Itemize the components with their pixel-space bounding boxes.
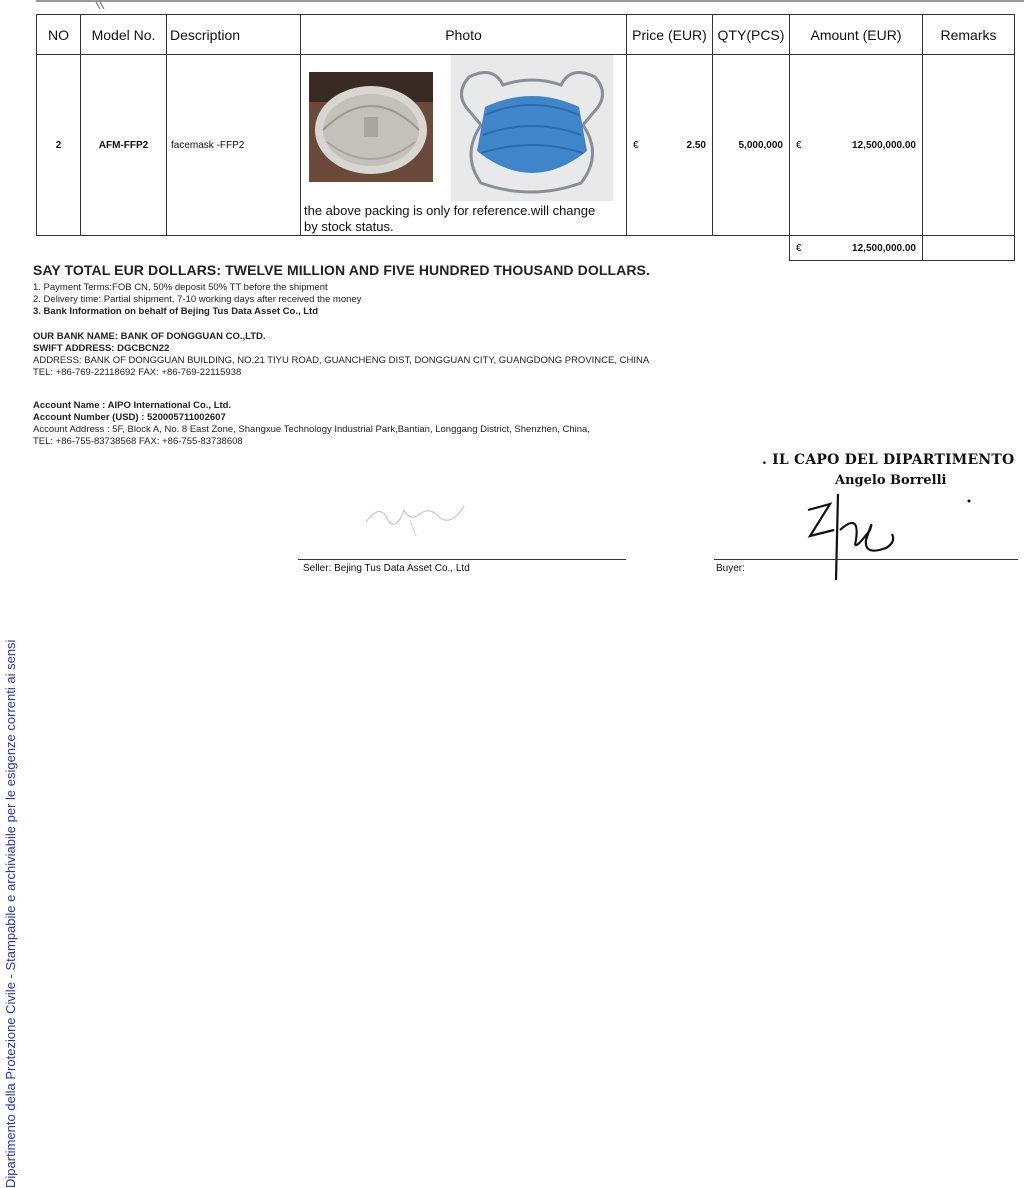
seller-signature-faint: [360, 492, 480, 542]
table-header-row: [37, 15, 1015, 55]
header-photo: Photo: [301, 15, 627, 55]
photo-note: the above packing is only for reference.will change by stock status.: [304, 203, 596, 234]
buyer-signature-line: [714, 559, 1018, 560]
bank-address: ADDRESS: BANK OF DONGGUAN BUILDING, NO.21 TIYU ROAD, GUANCHENG DIST, DONGGUAN CITY, GUANGDONG PROVINCE, CHINA: [33, 355, 650, 366]
header-model: Model No.: [81, 15, 167, 55]
amount-value: 12,500,000.00: [852, 139, 916, 151]
cell-no: 2: [37, 55, 81, 236]
table-total-row: [37, 236, 1015, 261]
table-row: [37, 55, 1015, 236]
amount-currency: €: [796, 139, 802, 151]
account-tel: TEL: +86-755-83738568 FAX: +86-755-83738608: [33, 436, 243, 447]
cell-price: [627, 55, 713, 236]
account-name: Account Name : AIPO International Co., Ltd.: [33, 400, 232, 411]
total-spacer: [37, 236, 790, 261]
account-number: Account Number (USD) : 520005711002607: [33, 412, 226, 423]
bank-info-heading: 3. Bank Information on behalf of Bejing Tus Data Asset Co., Ltd: [33, 306, 319, 317]
bank-tel: TEL: +86-769-22118692 FAX: +86-769-22115938: [33, 367, 242, 378]
account-address: Account Address : 5F, Block A, No. 8 East Zone, Shangxue Technology Industrial Park,Bantian, Longgang District, Shenzhen, China,: [33, 424, 590, 435]
payment-terms: 1. Payment Terms:FOB CN, 50% deposit 50% TT before the shipment: [33, 282, 328, 293]
seller-signature-line: [298, 559, 626, 560]
cell-model: AFM-FFP2: [81, 55, 167, 236]
cell-description: facemask -FFP2: [167, 55, 301, 236]
cell-amount: [790, 55, 923, 236]
header-amount: Amount (EUR): [790, 15, 923, 55]
seller-label: Seller: Bejing Tus Data Asset Co., Ltd: [303, 563, 470, 574]
cell-qty: 5,000,000: [713, 55, 790, 236]
top-heading-fragment: [36, 0, 1024, 12]
signature-dot: [966, 498, 972, 504]
vertical-watermark: Dipartimento della Protezione Civile - Stampabile e archiviabile per le esigenze correnti ai sensi: [3, 639, 18, 1188]
account-block: [33, 400, 590, 448]
header-qty: QTY(PCS): [713, 15, 790, 55]
white-mask-photo: [309, 72, 433, 182]
price-currency: €: [633, 139, 639, 151]
blue-mask-photo: [451, 55, 613, 201]
cell-total-amount: [790, 236, 923, 261]
department-stamp-name: Angelo Borrelli: [835, 473, 947, 488]
bank-block: [33, 331, 649, 379]
terms-block: [33, 282, 361, 318]
cell-total-remarks: [923, 236, 1015, 261]
total-currency: €: [796, 242, 802, 254]
total-value: 12,500,000.00: [852, 242, 916, 254]
buyer-label: Buyer:: [716, 563, 745, 574]
header-no: NO: [37, 15, 81, 55]
swift-address: SWIFT ADDRESS: DGCBCN22: [33, 343, 170, 354]
handwritten-signature: [800, 490, 910, 585]
bank-name: OUR BANK NAME: BANK OF DONGGUAN CO.,LTD.: [33, 331, 266, 342]
price-value: 2.50: [686, 139, 706, 151]
header-remarks: Remarks: [923, 15, 1015, 55]
department-stamp-title: . IL CAPO DEL DIPARTIMENTO: [762, 452, 1015, 468]
header-description: Description: [167, 15, 301, 55]
header-price: Price (EUR): [627, 15, 713, 55]
cell-remarks: [923, 55, 1015, 236]
cell-photo: [301, 55, 627, 236]
goods-table: [36, 14, 1015, 261]
delivery-time: 2. Delivery time: Partial shipment, 7-10 working days after received the money: [33, 294, 362, 305]
say-total: SAY TOTAL EUR DOLLARS: TWELVE MILLION AND FIVE HUNDRED THOUSAND DOLLARS.: [33, 262, 650, 278]
